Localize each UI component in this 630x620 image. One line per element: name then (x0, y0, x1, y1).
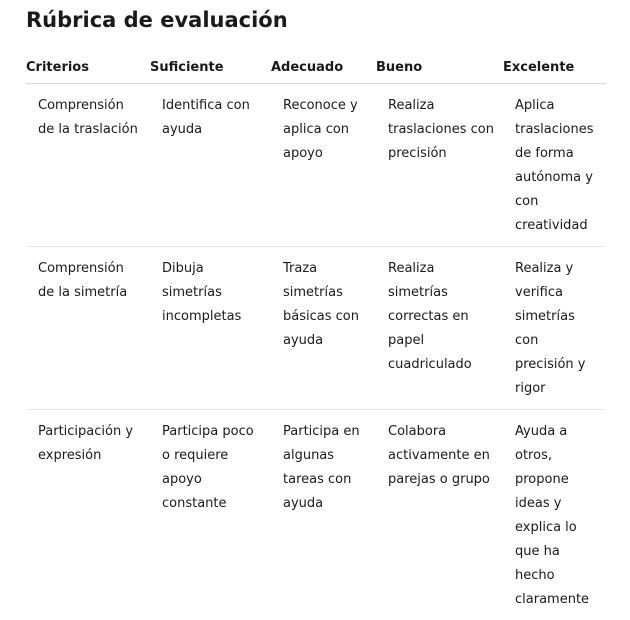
criterion-cell: Comprensión de la traslación (26, 84, 150, 247)
header-criterios: Criterios (26, 50, 150, 84)
suficiente-cell: Identifica con ayuda (150, 84, 271, 247)
suficiente-cell: Dibuja simetrías incompletas (150, 247, 271, 410)
header-adecuado: Adecuado (271, 50, 376, 84)
bueno-cell: Colabora activamente en parejas o grupo (376, 410, 503, 620)
suficiente-cell: Participa poco o requiere apoyo constante (150, 410, 271, 620)
criterion-cell: Participación y expresión (26, 410, 150, 620)
header-suficiente: Suficiente (150, 50, 271, 84)
table-row (26, 84, 606, 247)
page-title: Rúbrica de evaluación (26, 8, 288, 32)
excelente-cell: Aplica traslaciones de forma autónoma y con creatividad (503, 84, 606, 247)
header-excelente: Excelente (503, 50, 606, 84)
adecuado-cell: Reconoce y aplica con apoyo (271, 84, 376, 247)
adecuado-cell: Traza simetrías básicas con ayuda (271, 247, 376, 410)
bueno-cell: Realiza traslaciones con precisión (376, 84, 503, 247)
rubric-table (26, 50, 606, 620)
table-row (26, 247, 606, 410)
header-bueno: Bueno (376, 50, 503, 84)
table-header-row (26, 50, 606, 84)
adecuado-cell: Participa en algunas tareas con ayuda (271, 410, 376, 620)
table-row (26, 410, 606, 620)
bueno-cell: Realiza simetrías correctas en papel cuadriculado (376, 247, 503, 410)
criterion-cell: Comprensión de la simetría (26, 247, 150, 410)
excelente-cell: Ayuda a otros, propone ideas y explica lo que ha hecho claramente (503, 410, 606, 620)
excelente-cell: Realiza y verifica simetrías con precisión y rigor (503, 247, 606, 410)
